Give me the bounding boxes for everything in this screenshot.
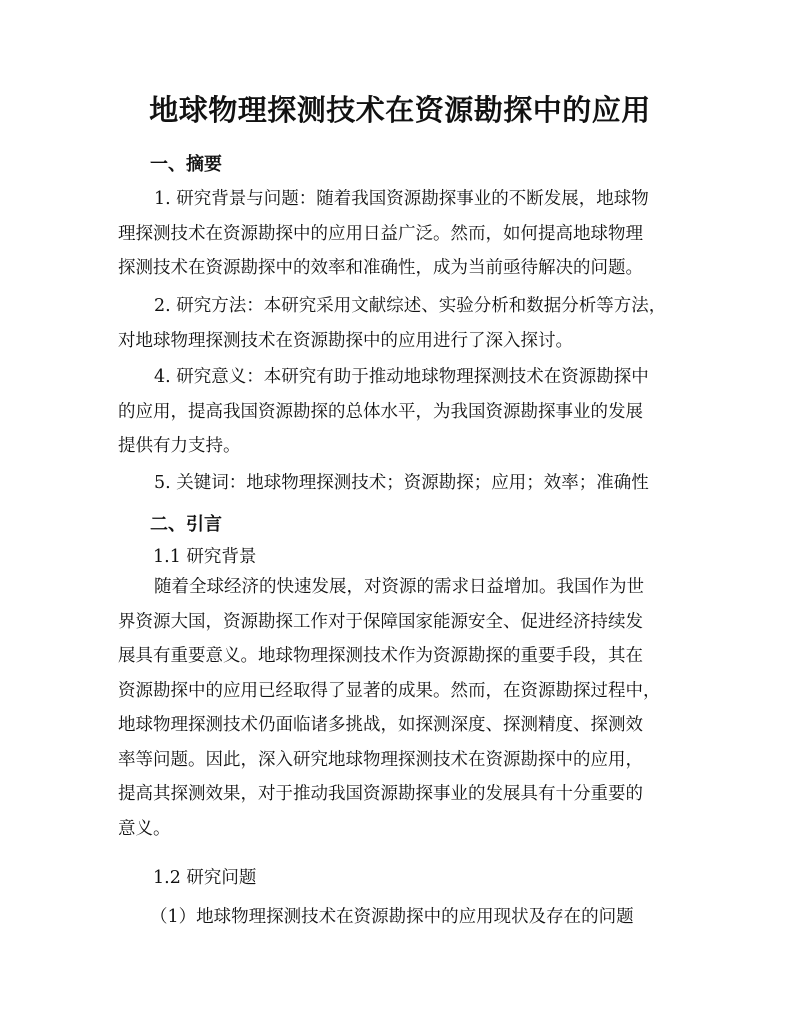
text-line: 随着全球经济的快速发展，对资源的需求日益增加。我国作为世 bbox=[154, 577, 644, 597]
text-line: 的应用，提高我国资源勘探的总体水平，为我国资源勘探事业的发展 bbox=[118, 401, 643, 422]
text-line: 界资源大国，资源勘探工作对于保障国家能源安全、促进经济持续发 bbox=[118, 611, 643, 632]
text-line: 1. 研究背景与问题：随着我国资源勘探事业的不断发展，地球物 bbox=[154, 189, 649, 209]
text-line: 5. 关键词：地球物理探测技术；资源勘探；应用；效率；准确性 bbox=[154, 473, 649, 493]
text-line: 意义。 bbox=[118, 818, 171, 839]
document-title: 地球物理探测技术在资源勘探中的应用 bbox=[149, 93, 651, 127]
text-line: 展具有重要意义。地球物理探测技术作为资源勘探的重要手段，其在 bbox=[118, 646, 643, 666]
text-line: 资源勘探中的应用已经取得了显著的成果。然而，在资源勘探过程中， bbox=[118, 680, 661, 701]
text-line: 对地球物理探测技术在资源勘探中的应用进行了深入探讨。 bbox=[118, 330, 573, 351]
abstract-item-2 bbox=[118, 289, 690, 358]
section-heading-introduction: 二、引言 bbox=[150, 514, 222, 535]
text-line: 理探测技术在资源勘探中的应用日益广泛。然而，如何提高地球物理 bbox=[118, 223, 643, 244]
text-line: 4. 研究意义：本研究有助于推动地球物理探测技术在资源勘探中 bbox=[154, 367, 649, 387]
text-line: 提供有力支持。 bbox=[118, 436, 241, 456]
research-question-item-1: （1）地球物理探测技术在资源勘探中的应用现状及存在的问题 bbox=[150, 907, 634, 927]
abstract-item-1 bbox=[118, 182, 690, 286]
background-paragraph bbox=[118, 570, 690, 846]
text-line: 地球物理探测技术仍面临诸多挑战，如探测深度、探测精度、探测效 bbox=[118, 715, 643, 735]
text-line: 2. 研究方法：本研究采用文献综述、实验分析和数据分析等方法， bbox=[154, 296, 667, 316]
section-heading-abstract: 一、摘要 bbox=[150, 154, 222, 175]
text-line: 率等问题。因此，深入研究地球物理探测技术在资源勘探中的应用， bbox=[118, 749, 643, 770]
subsection-title-background: 1.1 研究背景 bbox=[153, 547, 257, 567]
text-line: 提高其探测效果，对于推动我国资源勘探事业的发展具有十分重要的 bbox=[118, 784, 643, 804]
text-line: 探测技术在资源勘探中的效率和准确性，成为当前亟待解决的问题。 bbox=[118, 258, 643, 278]
abstract-item-4 bbox=[118, 360, 690, 464]
subsection-title-research-questions: 1.2 研究问题 bbox=[153, 868, 257, 888]
abstract-item-5-keywords bbox=[118, 466, 690, 501]
